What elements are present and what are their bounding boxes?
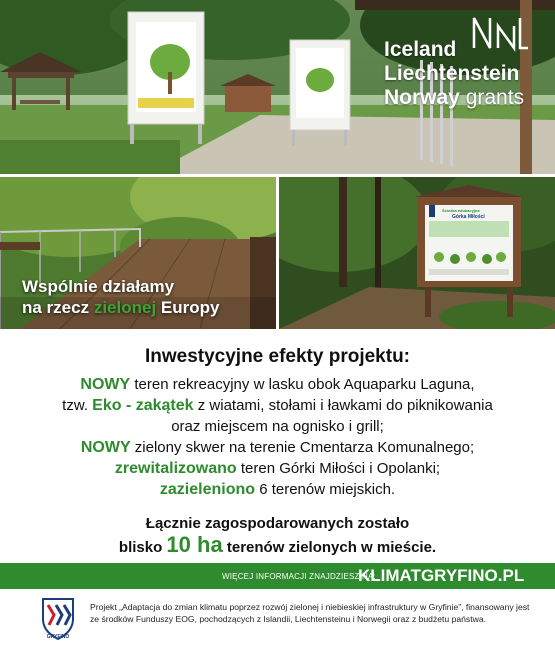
effect-highlight: Eko - zakątek (92, 397, 194, 414)
page-heading: Inwestycyjne efekty projektu: (144, 346, 411, 367)
sign-title: Górka Miłości (452, 214, 485, 220)
effect-text: z wiatami, stołami i ławkami do piknikowania (193, 397, 493, 414)
eea-grants-mark-icon (470, 14, 532, 52)
slogan-green-word: zielonej (93, 298, 157, 317)
project-effects (0, 374, 555, 500)
slogan-line-1: Wspólnie działamy (22, 277, 175, 296)
forest-sign-photo (279, 177, 555, 329)
effect-highlight: NOWY (80, 376, 131, 393)
total-suffix: terenów zielonych w mieście. (222, 539, 437, 556)
effect-text: teren rekreacyjny w lasku obok Aquaparku Laguna, (130, 376, 475, 393)
effect-line (0, 437, 555, 458)
gryfino-label: GRYFINO (46, 634, 70, 640)
slogan (22, 276, 219, 318)
brand-grants: grants (465, 86, 525, 109)
info-bar-label: WIĘCEJ INFORMACJI ZNAJDZIESZ NA: (222, 572, 376, 581)
slogan-line-2: na rzecz (22, 298, 90, 317)
total-line-1: Łącznie zagospodarowanych zostało (145, 515, 410, 532)
effect-highlight: NOWY (80, 439, 131, 456)
effect-text: teren Górki Miłości i Opolanki; (236, 460, 441, 477)
website-link[interactable]: KLIMATGRYFINO.PL (358, 566, 525, 585)
effect-highlight: zazieleniono (159, 481, 256, 498)
effect-prefix: tzw. (62, 397, 93, 414)
total-area (0, 513, 555, 558)
brand-line-1: Iceland (384, 38, 457, 61)
total-hectares: 10 ha (166, 532, 223, 557)
effect-line (0, 479, 555, 500)
effect-line (0, 458, 555, 479)
effect-highlight: zrewitalizowano (114, 460, 237, 477)
slogan-line-2-end: Europy (160, 298, 220, 317)
effect-line (0, 395, 555, 416)
total-prefix: blisko (118, 539, 167, 556)
effect-text: 6 terenów miejskich. (255, 481, 396, 498)
footer-text: Projekt „Adaptacja do zmian klimatu poprzez rozwój zielonej i niebieskiej infrastruktury w Gryfinie”, finansowany jest ze środków Funduszy EOG, pochodzących z Islandii, Liechtensteinu i Norwegii oraz z budżetu państwa. (90, 602, 530, 624)
sign-subtitle: Ścieżka edukacyjna (442, 208, 480, 213)
effect-line (0, 416, 555, 437)
effect-text: zielony skwer na terenie Cmentarza Komunalnego; (130, 439, 475, 456)
effect-line (0, 374, 555, 395)
effect-text: oraz miejscem na ognisko i grill; (171, 418, 384, 435)
brand-line-2: Liechtenstein (384, 62, 520, 85)
brand-line-3: Norway (384, 86, 460, 109)
info-bar (0, 563, 555, 589)
